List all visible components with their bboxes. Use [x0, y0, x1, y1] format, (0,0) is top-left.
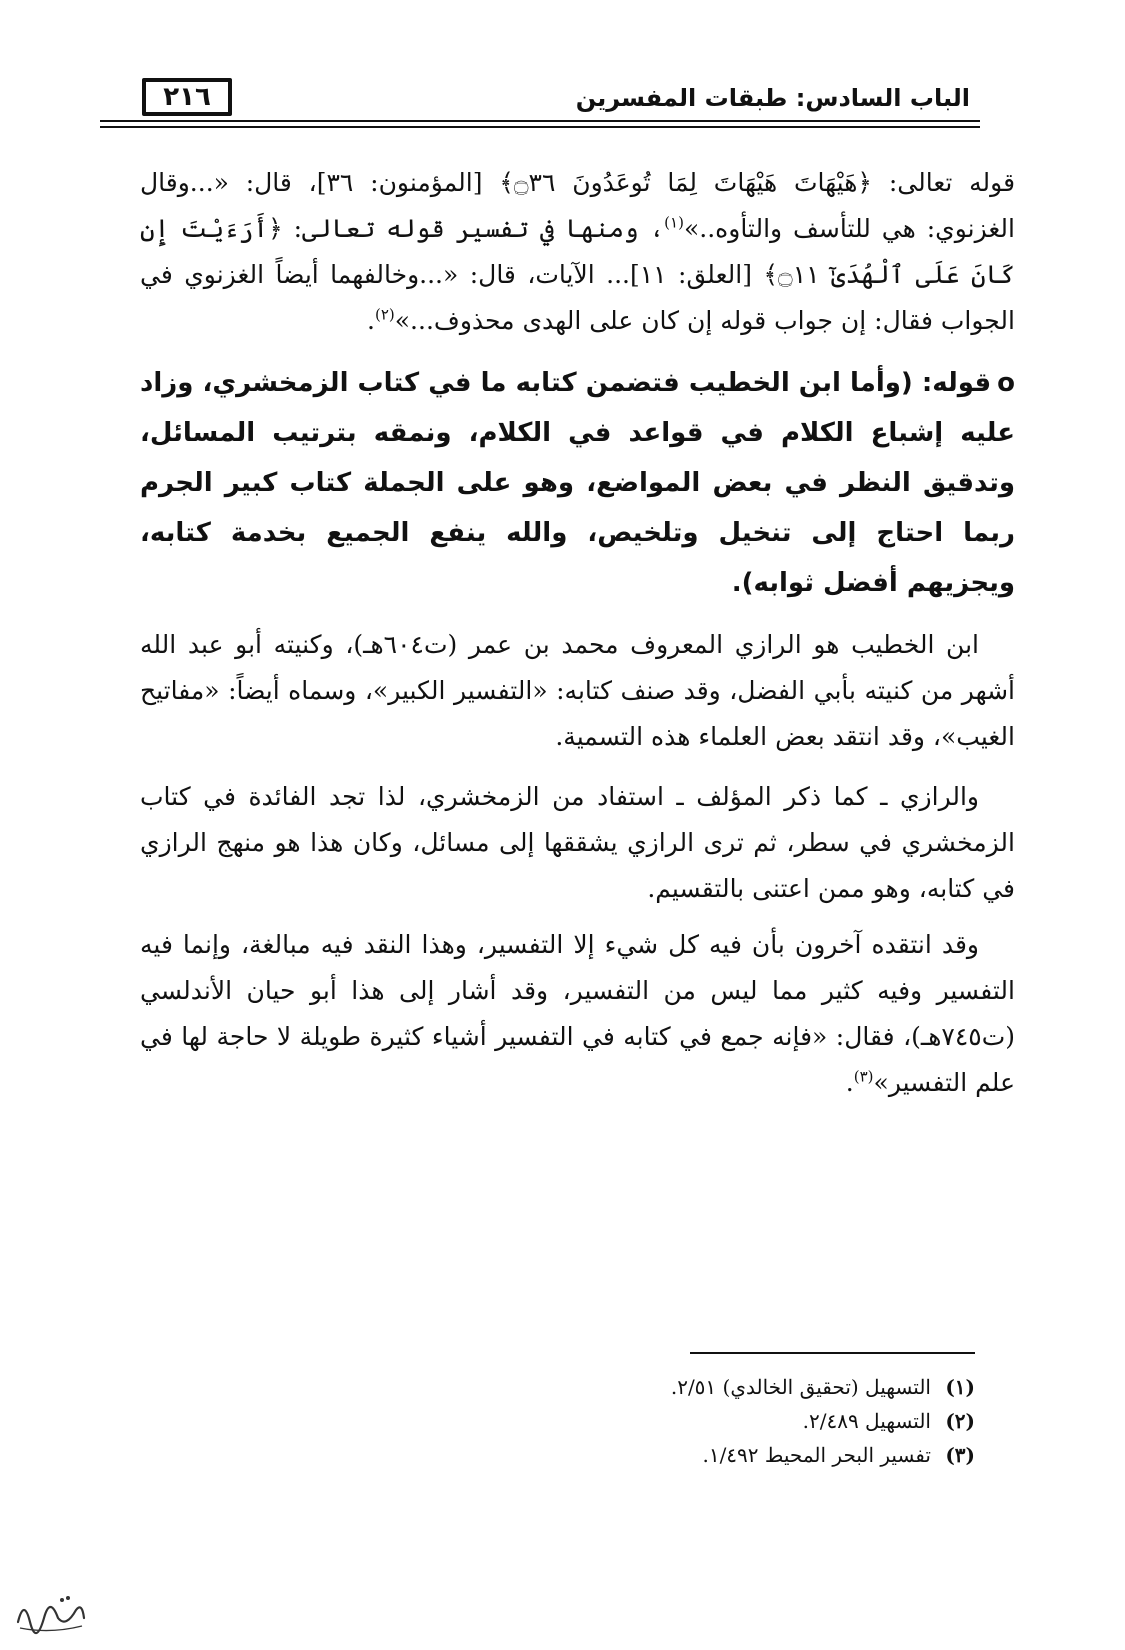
page-number: ٢١٦: [142, 78, 232, 116]
para5-end: .: [845, 1068, 854, 1097]
header-rule-bottom: [100, 126, 980, 128]
footnote-item: [275, 1438, 975, 1472]
paragraph-quoted-matn: [140, 358, 1015, 608]
quote-label: قوله:: [921, 368, 992, 398]
para3-text: ابن الخطيب هو الرازي المعروف محمد بن عمر (ت٦٠٤هـ)، وكنيته أبو عبد الله أشهر من كنيته بأبي الفضل، وقد صنف كتابه: «التفسير الكبير»، وسماه أيضاً: «مفاتيح الغيب»، وقد انتقد بعض العلماء هذه التسمية.: [140, 630, 1015, 751]
para1-text: قوله تعالى: ﴿هَيْهَاتَ هَيْهَاتَ لِمَا تُوعَدُونَ ۝٣٦﴾ [المؤمنون: ٣٦]، قال: «...وقال الغزنوي: هي للتأسف والتأوه..»: [140, 168, 1016, 243]
footnote-item: [275, 1404, 975, 1438]
footnotes: [275, 1370, 975, 1472]
footnote-item: [275, 1370, 975, 1404]
para4-text: والرازي ـ كما ذكر المؤلف ـ استفاد من الزمخشري، لذا تجد الفائدة في كتاب الزمخشري في سطر، ثم ترى الرازي يشققها إلى مسائل، وكان هذا هو منهج الرازي في كتابه، وهو ممن اعتنى بالتقسيم.: [140, 782, 1015, 903]
paragraph-razi-method: [140, 774, 1015, 912]
header-rule-top: [100, 120, 980, 122]
footnote-ref-2[interactable]: (٢): [374, 305, 395, 324]
publisher-logo: [10, 1588, 90, 1638]
footnote-number: (١): [945, 1375, 975, 1399]
main-text: [140, 160, 1015, 1116]
footnote-text: تفسير البحر المحيط ١/٤٩٢.: [702, 1443, 931, 1467]
circle-marker-icon: o: [997, 368, 1015, 398]
para1-end: .: [367, 306, 375, 335]
running-title: الباب السادس: طبقات المفسرين: [575, 84, 970, 112]
footnote-separator: [690, 1352, 975, 1354]
footnote-ref-3[interactable]: (٣): [853, 1067, 874, 1086]
footnote-text: التسهيل ٢/٤٨٩.: [802, 1409, 931, 1433]
footnote-number: (٢): [945, 1409, 975, 1433]
para1-text-cont: ، ومنها في تفسير قوله تعالى: ﴿أَرَءَيْتَ إِن كَانَ عَلَى ٱلْهُدَىٰٓ ۝١١﴾ [العلق: ١١]... الآيات، قال: «...وخالفهما أيضاً الغزنوي في الجواب فقال: إن جواب قوله إن كان على الهدى محذوف...»: [140, 214, 1016, 335]
footnote-text: التسهيل (تحقيق الخالدي) ٢/٥١.: [670, 1375, 931, 1399]
footnote-number: (٣): [945, 1443, 975, 1467]
paragraph-ibn-alkhatib: [140, 622, 1015, 760]
footnote-ref-1[interactable]: (١): [664, 213, 684, 232]
paragraph-criticism: [140, 922, 1015, 1106]
page-header: [100, 72, 980, 142]
para5-text: وقد انتقده آخرون بأن فيه كل شيء إلا التفسير، وهذا النقد فيه مبالغة، وإنما فيه التفسير وفيه كثير مما ليس من التفسير، وقد أشار إلى هذا أبو حيان الأندلسي (ت٧٤٥هـ)، فقال: «فإنه جمع في كتابه في التفسير أشياء كثيرة طويلة لا حاجة لها في علم التفسير»: [140, 930, 1015, 1097]
paragraph-quran-quotes: [140, 160, 1015, 344]
para2-text: (وأما ابن الخطيب فتضمن كتابه ما في كتاب الزمخشري، وزاد عليه إشباع الكلام في قواعد في الكلام، ونمقه بترتيب المسائل، وتدقيق النظر في بعض المواضع، وهو على الجملة كتاب كبير الجرم ربما احتاج إلى تنخيل وتلخيص، والله ينفع الجميع بخدمة كتابه، ويجزيهم أفضل ثوابه).: [140, 368, 1015, 598]
